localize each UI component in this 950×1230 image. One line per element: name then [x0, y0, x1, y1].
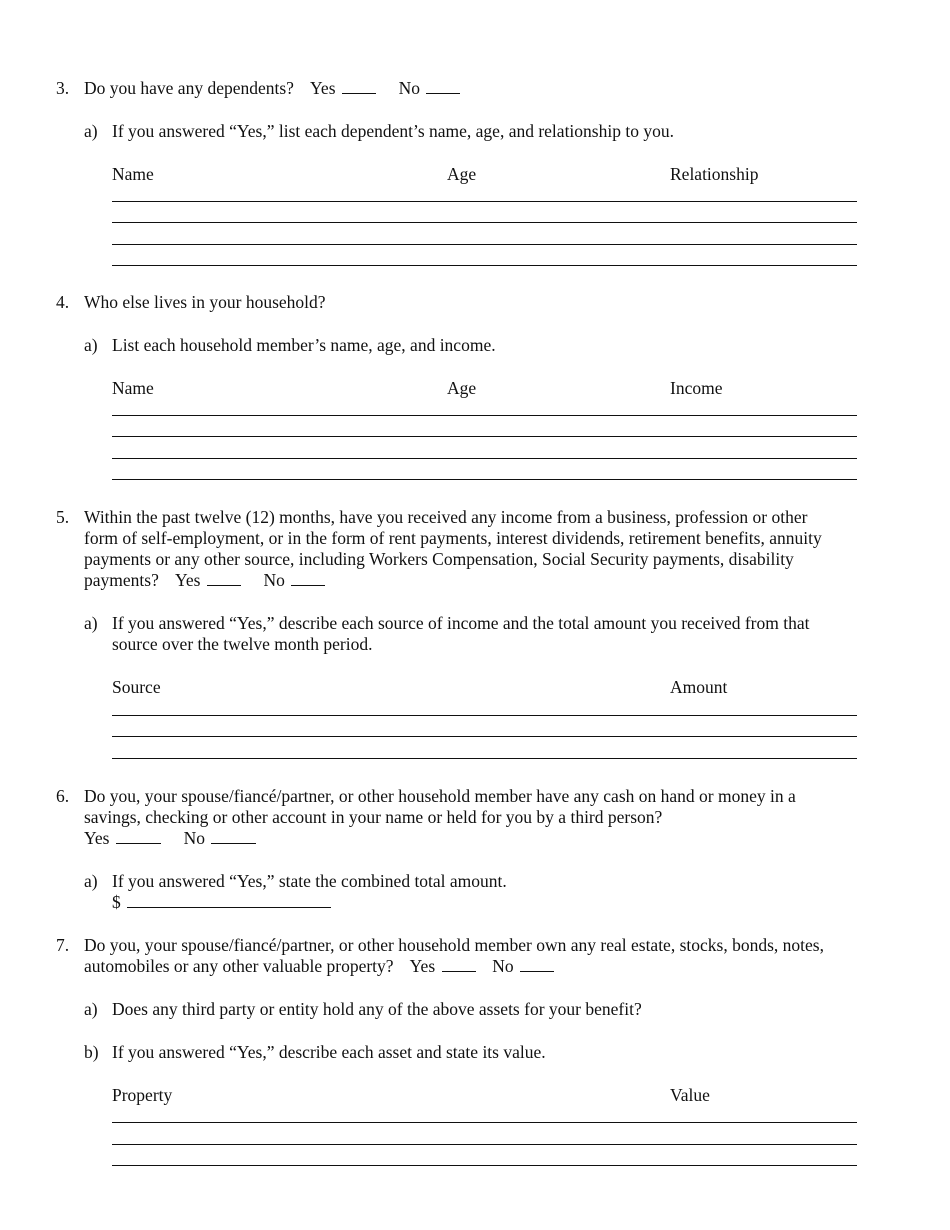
q3-no-label: No [398, 78, 421, 98]
q7-answer-line[interactable] [112, 1122, 857, 1123]
q3a-letter: a) [84, 121, 98, 141]
q3-col-age: Age [447, 164, 477, 184]
q4-answer-line[interactable] [112, 415, 857, 416]
q5-answer-line[interactable] [112, 736, 857, 737]
q7-line-2 [84, 956, 554, 977]
q3-answer-line[interactable] [112, 201, 857, 202]
q5-col-source: Source [112, 677, 161, 697]
q7b-text: If you answered “Yes,” describe each asset and state its value. [112, 1042, 546, 1062]
q6-yes-label: Yes [84, 828, 110, 848]
q5a-letter: a) [84, 613, 98, 633]
q6a-text: If you answered “Yes,” state the combined total amount. [112, 871, 507, 891]
q7-no-blank[interactable] [520, 957, 554, 972]
q7-answer-line[interactable] [112, 1165, 857, 1166]
q5a-line-2: source over the twelve month period. [112, 634, 373, 654]
q3-number: 3. [56, 78, 70, 98]
q7a-letter: a) [84, 999, 98, 1019]
q3-text: Do you have any dependents? [84, 78, 294, 98]
q3-question [84, 78, 460, 99]
q3-answer-line[interactable] [112, 222, 857, 223]
q7-yes-label: Yes [409, 956, 436, 976]
q5-line-1: Within the past twelve (12) months, have you received any income from a business, profession or other [84, 507, 808, 527]
q3a-text: If you answered “Yes,” list each dependent’s name, age, and relationship to you. [112, 121, 674, 141]
q4a-text: List each household member’s name, age, and income. [112, 335, 496, 355]
q4a-letter: a) [84, 335, 98, 355]
q5-no-blank[interactable] [291, 571, 325, 586]
q6a-currency-symbol: $ [112, 892, 121, 912]
q5a-line-1: If you answered “Yes,” describe each source of income and the total amount you received from that [112, 613, 810, 633]
q6-no-label: No [183, 828, 205, 848]
q6-no-blank[interactable] [211, 829, 256, 844]
q7b-letter: b) [84, 1042, 99, 1062]
q3-col-relationship: Relationship [670, 164, 759, 184]
q6a-letter: a) [84, 871, 98, 891]
q7-number: 7. [56, 935, 70, 955]
q7-line-1: Do you, your spouse/fiancé/partner, or other household member own any real estate, stocks, bonds, notes, [84, 935, 824, 955]
q4-answer-line[interactable] [112, 479, 857, 480]
q5-line-4-text: payments? [84, 570, 159, 590]
q3-yes-label: Yes [310, 78, 336, 98]
q6a-amount [112, 892, 331, 913]
q5-yes-blank[interactable] [207, 571, 241, 586]
q4-text: Who else lives in your household? [84, 292, 326, 312]
q4-answer-line[interactable] [112, 436, 857, 437]
q7a-text: Does any third party or entity hold any of the above assets for your benefit? [112, 999, 642, 1019]
q7-no-label: No [492, 956, 514, 976]
q3-col-name: Name [112, 164, 154, 184]
q7-line-2-text: automobiles or any other valuable property? [84, 956, 394, 976]
q7-answer-line[interactable] [112, 1144, 857, 1145]
q4-col-income: Income [670, 378, 723, 398]
q5-line-3: payments or any other source, including Workers Compensation, Social Security payments, disability [84, 549, 794, 569]
q6-line-1: Do you, your spouse/fiancé/partner, or other household member have any cash on hand or money in a [84, 786, 796, 806]
q3-answer-line[interactable] [112, 265, 857, 266]
q6a-amount-blank[interactable] [127, 893, 331, 908]
q3-no-blank[interactable] [426, 79, 460, 94]
q5-answer-line[interactable] [112, 758, 857, 759]
q7-col-value: Value [670, 1085, 710, 1105]
q5-answer-line[interactable] [112, 715, 857, 716]
q4-answer-line[interactable] [112, 458, 857, 459]
q6-line-2: savings, checking or other account in your name or held for you by a third person? [84, 807, 663, 827]
q4-col-age: Age [447, 378, 477, 398]
q5-number: 5. [56, 507, 70, 527]
q4-number: 4. [56, 292, 70, 312]
q6-yes-no [84, 828, 256, 849]
q5-line-2: form of self-employment, or in the form of rent payments, interest dividends, retirement benefits, annuity [84, 528, 822, 548]
q3-answer-line[interactable] [112, 244, 857, 245]
q7-yes-blank[interactable] [442, 957, 476, 972]
q4-col-name: Name [112, 378, 154, 398]
q6-yes-blank[interactable] [116, 829, 161, 844]
q5-col-amount: Amount [670, 677, 728, 697]
q5-no-label: No [263, 570, 285, 590]
q7-col-property: Property [112, 1085, 173, 1105]
q5-yes-label: Yes [174, 570, 201, 590]
q3-yes-blank[interactable] [342, 79, 376, 94]
q5-line-4 [84, 570, 325, 591]
q6-number: 6. [56, 786, 70, 806]
